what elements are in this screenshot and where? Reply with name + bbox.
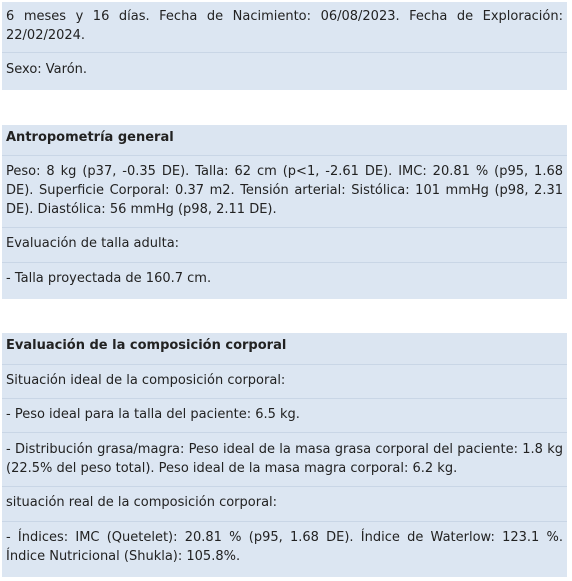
fat-lean-distribution: - Distribución grasa/magra: Peso ideal de la masa grasa corporal del paciente: 1.8 kg (22.5% del peso total). Peso ideal de la masa magra corporal: 6.2 kg. — [2, 433, 567, 486]
patient-sex: Sexo: Varón. — [2, 53, 567, 90]
body-composition-title: Evaluación de la composición corporal — [2, 333, 567, 364]
projected-height: - Talla proyectada de 160.7 cm. — [2, 263, 567, 299]
composition-indices: - Índices: IMC (Quetelet): 20.81 % (p95, 1.68 DE). Índice de Waterlow: 123.1 %. Índice Nutricional (Shukla): 105.8%. — [2, 522, 567, 577]
adult-height-label: Evaluación de talla adulta: — [2, 228, 567, 262]
anthropometry-title: Antropometría general — [2, 125, 567, 155]
real-composition-label: situación real de la composición corporal: — [2, 487, 567, 521]
ideal-weight: - Peso ideal para la talla del paciente: 6.5 kg. — [2, 399, 567, 432]
patient-age-dates: 6 meses y 16 días. Fecha de Nacimiento: 06/08/2023. Fecha de Exploración: 22/02/2024. — [2, 2, 567, 52]
anthropometry-measurements: Peso: 8 kg (p37, -0.35 DE). Talla: 62 cm (p<1, -2.61 DE). IMC: 20.81 % (p95, 1.68 DE). Superficie Corporal: 0.37 m2. Tensión arterial: Sistólica: 101 mmHg (p98, 2.31 DE). Diastólica: 56 mmHg (p98, 2.11 DE). — [2, 156, 567, 227]
ideal-composition-label: Situación ideal de la composición corporal: — [2, 365, 567, 398]
